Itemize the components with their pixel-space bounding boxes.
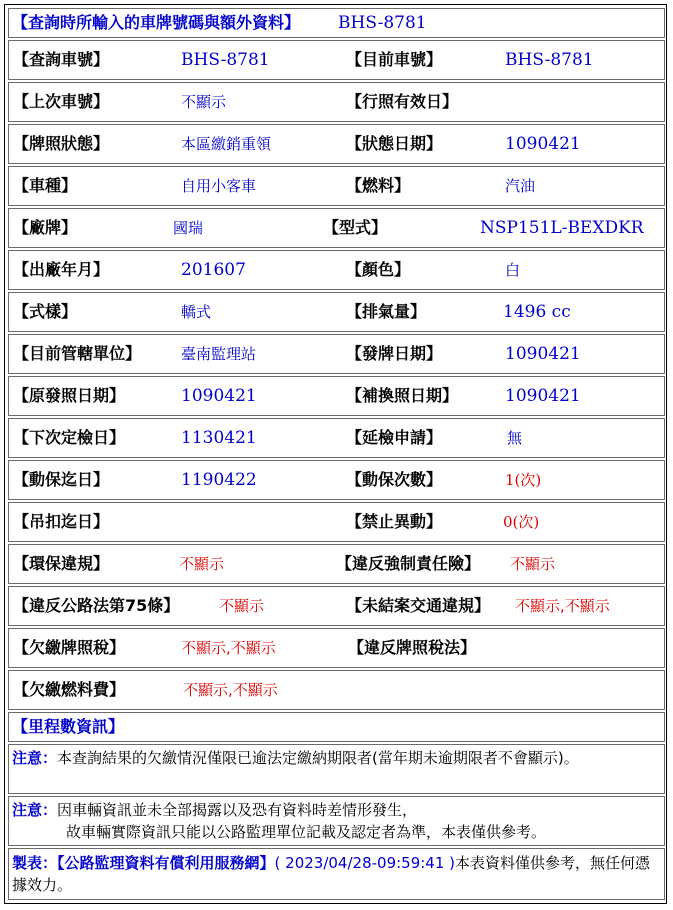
header-plate: BHS-8781: [338, 13, 427, 33]
field-value: 1130421: [181, 428, 257, 448]
field-value: BHS-8781: [181, 50, 270, 70]
field-value: 1090421: [505, 386, 581, 406]
field-value: 1090421: [505, 344, 581, 364]
field-label: 【違反公路法第75條】: [13, 596, 180, 615]
note-disclaimer-line1: 因車輛資訊並未全部揭露以及恐有資料時差情形發生，: [57, 801, 418, 819]
field-value: 不顯示: [510, 555, 556, 573]
field-label: 【狀態日期】: [346, 134, 443, 153]
note-source-time: ( 2023/04/28-09:59:41 ): [274, 854, 456, 872]
table-row: [8, 376, 665, 416]
table-row: [8, 670, 665, 710]
field-value: 不顯示,不顯示: [515, 597, 610, 615]
note-source-text: 本表資料僅供參考，無任何憑據效力。: [12, 854, 651, 894]
field-value: 不顯示: [181, 93, 227, 111]
field-label: 【違反強制責任險】: [336, 554, 481, 573]
field-label: 【未結案交通違規】: [346, 596, 491, 615]
table-row: [8, 418, 665, 458]
field-label: 【欠繳燃料費】: [13, 680, 126, 699]
note-arrears-text: 本查詢結果的欠繳情況僅限已逾法定繳納期限者(當年期未逾期限者不會顯示)。: [57, 749, 579, 767]
field-value: 不顯示: [179, 555, 225, 573]
note-source-site: 【公路監理資料有償利用服務網】: [57, 854, 275, 872]
note-disclaimer-line2: 故車輛實際資訊只能以公路監理單位記載及認定者為準，本表僅供參考。: [66, 823, 547, 841]
table-row: [8, 82, 665, 122]
field-value: 不顯示,不顯示: [183, 681, 278, 699]
field-label: 【原發照日期】: [13, 386, 126, 405]
field-value: 轎式: [181, 303, 212, 321]
field-value: 1190422: [181, 470, 257, 490]
table-row: [8, 292, 665, 332]
field-label: 【查詢車號】: [13, 50, 110, 69]
field-label: 【禁止異動】: [346, 512, 443, 531]
field-value: 國瑞: [173, 219, 204, 237]
field-label: 【出廠年月】: [13, 260, 110, 279]
field-value: 1090421: [181, 386, 257, 406]
field-value: BHS-8781: [505, 50, 594, 70]
field-value: 1090421: [505, 134, 581, 154]
note-arrears-key: 注意：: [12, 749, 58, 767]
note-source-key: 製表：: [12, 854, 58, 872]
mileage-title: 【里程數資訊】: [12, 717, 125, 736]
field-value: 201607: [181, 260, 246, 280]
field-label: 【式樣】: [13, 302, 78, 321]
table-row: [8, 502, 665, 542]
field-value: 0(次): [503, 513, 540, 531]
field-label: 【吊扣迄日】: [13, 512, 110, 531]
field-label: 【欠繳牌照稅】: [13, 638, 126, 657]
field-label: 【環保違規】: [13, 554, 110, 573]
table-row: [8, 250, 665, 290]
table-row: [8, 124, 665, 164]
table-row: [8, 628, 665, 668]
table-row: [8, 586, 665, 626]
field-label: 【車種】: [13, 176, 78, 195]
field-label: 【動保次數】: [346, 470, 443, 489]
field-label: 【上次車號】: [13, 92, 110, 111]
note-disclaimer-key: 注意：: [12, 801, 58, 819]
field-label: 【燃料】: [346, 176, 411, 195]
field-value: 無: [507, 429, 523, 447]
field-label: 【補換照日期】: [346, 386, 459, 405]
field-value: NSP151L-BEXDKR: [480, 218, 644, 238]
note-disclaimer: [8, 796, 665, 846]
field-label: 【目前管轄單位】: [13, 344, 142, 363]
table-row: [8, 208, 665, 248]
field-label: 【違反牌照稅法】: [348, 638, 477, 657]
table-row: [8, 334, 665, 374]
field-label: 【下次定檢日】: [13, 428, 126, 447]
field-value: 自用小客車: [181, 177, 257, 195]
field-label: 【目前車號】: [346, 50, 443, 69]
field-label: 【顏色】: [346, 260, 411, 279]
table-row: [8, 40, 665, 80]
field-label: 【牌照狀態】: [13, 134, 110, 153]
field-value: 白: [505, 261, 521, 279]
field-label: 【廠牌】: [13, 218, 78, 237]
table-row: [8, 166, 665, 206]
table-row: [8, 460, 665, 500]
field-label: 【排氣量】: [346, 302, 427, 321]
field-label: 【延檢申請】: [346, 428, 443, 447]
field-label: 【發牌日期】: [346, 344, 443, 363]
header-title: 【查詢時所輸入的車牌號碼與額外資料】: [12, 13, 301, 32]
field-value: 1(次): [505, 471, 542, 489]
report-header: [8, 8, 665, 38]
table-row: [8, 544, 665, 584]
note-arrears: [8, 744, 665, 794]
field-label: 【動保迄日】: [13, 470, 110, 489]
field-value: 不顯示: [219, 597, 265, 615]
field-value: 1496 cc: [503, 302, 571, 322]
field-label: 【行照有效日】: [346, 92, 459, 111]
field-value: 不顯示,不顯示: [181, 639, 276, 657]
mileage-section: [8, 712, 665, 742]
field-value: 臺南監理站: [181, 345, 257, 363]
field-label: 【型式】: [323, 218, 388, 237]
field-value: 汽油: [505, 177, 536, 195]
note-source: [8, 848, 665, 900]
field-value: 本區繳銷重領: [181, 135, 272, 153]
